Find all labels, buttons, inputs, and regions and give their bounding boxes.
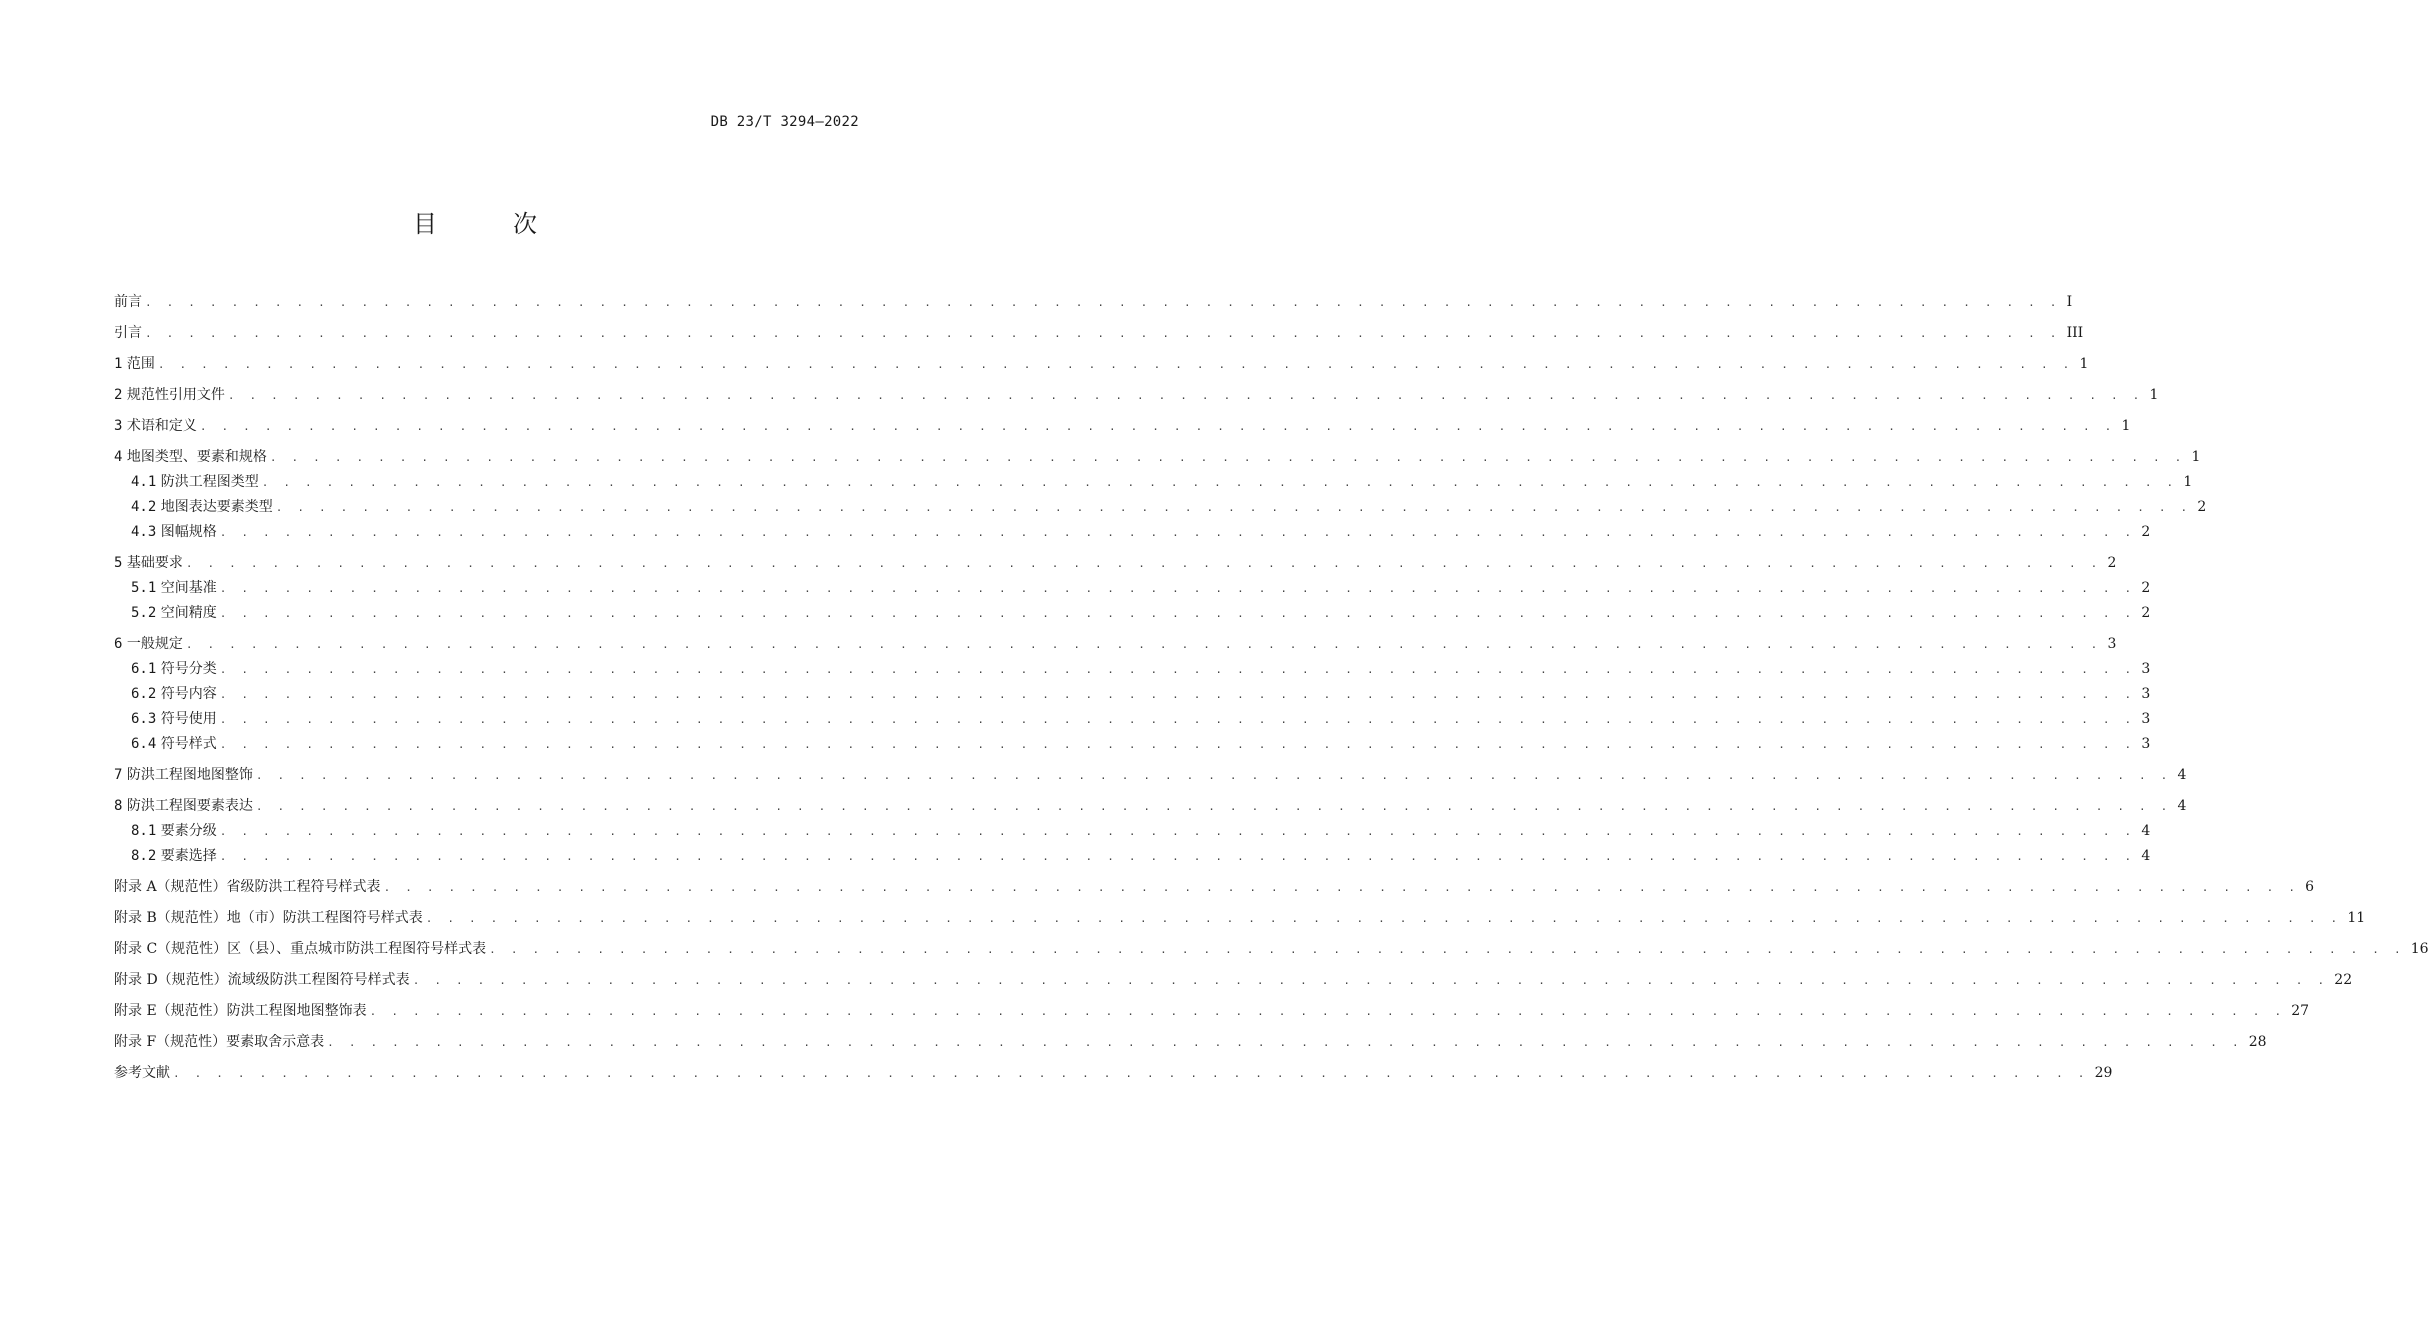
toc-entry[interactable] (114, 1030, 2267, 1055)
toc-entry-text: 空间精度 (160, 605, 217, 621)
toc-entry-text: 要素选择 (160, 848, 217, 864)
toc-entry-page: 16 (2410, 941, 2429, 957)
toc-entry[interactable] (114, 937, 2429, 962)
toc-entry-number: 3 (114, 418, 123, 434)
toc-entry[interactable] (114, 414, 2131, 439)
toc-entry-number: 6.1 (131, 661, 157, 677)
toc-leader-dots: . . . . . . . . . . . . . . . . . . . . . . . . . . . . . . . . . . . . . . . . . . . . . . . . . . . . . . . . . . . . . . . . . . . . . . . . . . . . . . . . . . . . . . . . . (219, 582, 2136, 595)
toc-entry-page: 3 (2141, 711, 2151, 727)
toc-entry-text: 符号内容 (160, 686, 217, 702)
toc-entry-label (131, 707, 220, 732)
toc-entry[interactable] (114, 707, 2151, 732)
toc-entry-page: 2 (2141, 524, 2151, 540)
toc-leader-dots: . . . . . . . . . . . . . . . . . . . . . . . . . . . . . . . . . . . . . . . . . . . . . . . . . . . . . . . . . . . . . . . . . . . . . . . . . . . . . . . . . . . . . . . . . (219, 713, 2136, 726)
table-of-contents (114, 290, 2429, 1086)
toc-entry[interactable] (114, 875, 2315, 900)
toc-entry-label (114, 352, 158, 377)
toc-entry-label (114, 551, 186, 576)
toc-entry[interactable] (114, 551, 2117, 576)
toc-entry-page: 1 (2183, 474, 2193, 490)
toc-entry-number: 4.1 (131, 474, 157, 490)
toc-entry-text: 地图表达要素类型 (160, 499, 273, 515)
toc-entry-page: 22 (2334, 972, 2353, 988)
toc-entry-label (131, 495, 276, 520)
toc-entry-label (131, 657, 220, 682)
toc-entry-text: 引言 (114, 325, 142, 341)
toc-entry-text: 符号分类 (160, 661, 217, 677)
toc-entry-text: 范围 (126, 356, 155, 372)
toc-entry-page: 3 (2141, 661, 2151, 677)
toc-entry-number: 2 (114, 387, 123, 403)
toc-entry-label (114, 1061, 173, 1086)
toc-entry-label (114, 937, 489, 962)
toc-leader-dots: . . . . . . . . . . . . . . . . . . . . . . . . . . . . . . . . . . . . . . . . . . . . . . . . . . . . . . . . . . . . . . . . . . . . . . . . . . . . . . . . . . . . . . . . . (255, 769, 2172, 782)
toc-entry-label (114, 875, 384, 900)
toc-entry[interactable] (114, 383, 2159, 408)
toc-leader-dots: . . . . . . . . . . . . . . . . . . . . . . . . . . . . . . . . . . . . . . . . . . . . . . . . . . . . . . . . . . . . . . . . . . . . . . . . . . . . . . . . . . . . . . . . . (145, 327, 2061, 340)
toc-entry[interactable] (114, 445, 2201, 470)
toc-entry-page: 1 (2079, 356, 2089, 372)
toc-entry[interactable] (114, 470, 2193, 495)
toc-entry-text: 防洪工程图地图整饰 (126, 767, 253, 783)
toc-entry-label (114, 763, 256, 788)
toc-leader-dots: . . . . . . . . . . . . . . . . . . . . . . . . . . . . . . . . . . . . . . . . . . . . . . . . . . . . . . . . . . . . . . . . . . . . . . . . . . . . . . . . . . . . . . . . . (219, 850, 2136, 863)
toc-leader-dots: . . . . . . . . . . . . . . . . . . . . . . . . . . . . . . . . . . . . . . . . . . . . . . . . . . . . . . . . . . . . . . . . . . . . . . . . . . . . . . . . . . . . . . . . . (383, 881, 2300, 894)
toc-entry-text: 规范性引用文件 (126, 387, 225, 403)
toc-entry-page: 2 (2197, 499, 2207, 515)
toc-leader-dots: . . . . . . . . . . . . . . . . . . . . . . . . . . . . . . . . . . . . . . . . . . . . . . . . . . . . . . . . . . . . . . . . . . . . . . . . . . . . . . . . . . . . . . . . . (199, 420, 2116, 433)
toc-entry-label (131, 844, 220, 869)
toc-entry-label (114, 383, 228, 408)
toc-leader-dots: . . . . . . . . . . . . . . . . . . . . . . . . . . . . . . . . . . . . . . . . . . . . . . . . . . . . . . . . . . . . . . . . . . . . . . . . . . . . . . . . . . . . . . . . . (489, 943, 2405, 956)
toc-entry-number: 1 (114, 356, 123, 372)
toc-entry-label (131, 576, 220, 601)
toc-entry-text: 前言 (114, 294, 142, 310)
toc-leader-dots: . . . . . . . . . . . . . . . . . . . . . . . . . . . . . . . . . . . . . . . . . . . . . . . . . . . . . . . . . . . . . . . . . . . . . . . . . . . . . . . . . . . . . . . . . (269, 451, 2186, 464)
toc-leader-dots: . . . . . . . . . . . . . . . . . . . . . . . . . . . . . . . . . . . . . . . . . . . . . . . . . . . . . . . . . . . . . . . . . . . . . . . . . . . . . . . . . . . . . . . . . (185, 638, 2102, 651)
toc-entry-label (114, 1030, 327, 1055)
toc-leader-dots: . . . . . . . . . . . . . . . . . . . . . . . . . . . . . . . . . . . . . . . . . . . . . . . . . . . . . . . . . . . . . . . . . . . . . . . . . . . . . . . . . . . . . . . . . (219, 526, 2136, 539)
document-code: DB 23/T 3294—2022 (710, 114, 859, 130)
toc-entry[interactable] (114, 601, 2151, 626)
toc-entry-text: 附录 D（规范性）流域级防洪工程图符号样式表 (114, 972, 410, 988)
toc-leader-dots: . . . . . . . . . . . . . . . . . . . . . . . . . . . . . . . . . . . . . . . . . . . . . . . . . . . . . . . . . . . . . . . . . . . . . . . . . . . . . . . . . . . . . . . . . (261, 476, 2178, 489)
toc-entry-page: 29 (2094, 1065, 2113, 1081)
toc-entry[interactable] (114, 321, 2084, 346)
toc-entry-text: 附录 B（规范性）地（市）防洪工程图符号样式表 (114, 910, 423, 926)
toc-entry-text: 术语和定义 (126, 418, 197, 434)
toc-entry-label (131, 682, 220, 707)
toc-entry-text: 附录 F（规范性）要素取舍示意表 (114, 1034, 325, 1050)
toc-entry-number: 5.2 (131, 605, 157, 621)
toc-entry-page: 1 (2149, 387, 2159, 403)
toc-entry-page: 2 (2141, 580, 2151, 596)
toc-entry-label (114, 321, 145, 346)
toc-entry-number: 8 (114, 798, 123, 814)
toc-entry-number: 8.1 (131, 823, 157, 839)
toc-entry[interactable] (114, 520, 2151, 545)
toc-entry-number: 5.1 (131, 580, 157, 596)
toc-entry-page: I (2066, 294, 2073, 310)
toc-entry-text: 一般规定 (126, 636, 183, 652)
toc-entry-label (131, 601, 220, 626)
toc-entry[interactable] (114, 682, 2151, 707)
toc-leader-dots: . . . . . . . . . . . . . . . . . . . . . . . . . . . . . . . . . . . . . . . . . . . . . . . . . . . . . . . . . . . . . . . . . . . . . . . . . . . . . . . . . . . . . . . . . (157, 358, 2074, 371)
toc-entry[interactable] (114, 968, 2353, 993)
toc-entry[interactable] (114, 290, 2073, 315)
toc-leader-dots: . . . . . . . . . . . . . . . . . . . . . . . . . . . . . . . . . . . . . . . . . . . . . . . . . . . . . . . . . . . . . . . . . . . . . . . . . . . . . . . . . . . . . . . . . (327, 1036, 2243, 1049)
toc-entry-page: 27 (2291, 1003, 2310, 1019)
toc-entry-page: 4 (2177, 798, 2187, 814)
toc-leader-dots: . . . . . . . . . . . . . . . . . . . . . . . . . . . . . . . . . . . . . . . . . . . . . . . . . . . . . . . . . . . . . . . . . . . . . . . . . . . . . . . . . . . . . . . . . (275, 501, 2192, 514)
toc-entry-text: 空间基准 (160, 580, 217, 596)
toc-entry-page: 1 (2121, 418, 2131, 434)
toc-entry-text: 附录 C（规范性）区（县）、重点城市防洪工程图符号样式表 (114, 941, 487, 957)
toc-entry-page: 2 (2141, 605, 2151, 621)
toc-entry-text: 图幅规格 (160, 524, 217, 540)
toc-entry-label (114, 414, 200, 439)
toc-entry[interactable] (114, 763, 2187, 788)
toc-entry-text: 防洪工程图要素表达 (126, 798, 253, 814)
toc-leader-dots: . . . . . . . . . . . . . . . . . . . . . . . . . . . . . . . . . . . . . . . . . . . . . . . . . . . . . . . . . . . . . . . . . . . . . . . . . . . . . . . . . . . . . . . . . (173, 1067, 2089, 1080)
toc-entry-page: 2 (2107, 555, 2117, 571)
toc-entry-text: 附录 A（规范性）省级防洪工程符号样式表 (114, 879, 381, 895)
toc-leader-dots: . . . . . . . . . . . . . . . . . . . . . . . . . . . . . . . . . . . . . . . . . . . . . . . . . . . . . . . . . . . . . . . . . . . . . . . . . . . . . . . . . . . . . . . . . (412, 974, 2329, 987)
toc-entry-label (114, 968, 413, 993)
toc-entry-number: 6 (114, 636, 123, 652)
toc-entry-page: 4 (2141, 823, 2151, 839)
toc-leader-dots: . . . . . . . . . . . . . . . . . . . . . . . . . . . . . . . . . . . . . . . . . . . . . . . . . . . . . . . . . . . . . . . . . . . . . . . . . . . . . . . . . . . . . . . . . (219, 663, 2136, 676)
toc-entry-number: 4.2 (131, 499, 157, 515)
toc-entry-label (114, 794, 256, 819)
toc-entry[interactable] (114, 999, 2310, 1024)
toc-entry-page: 28 (2248, 1034, 2267, 1050)
page-title: 目 次 (413, 210, 563, 238)
toc-entry-label (114, 999, 370, 1024)
toc-leader-dots: . . . . . . . . . . . . . . . . . . . . . . . . . . . . . . . . . . . . . . . . . . . . . . . . . . . . . . . . . . . . . . . . . . . . . . . . . . . . . . . . . . . . . . . . . (145, 296, 2061, 309)
toc-leader-dots: . . . . . . . . . . . . . . . . . . . . . . . . . . . . . . . . . . . . . . . . . . . . . . . . . . . . . . . . . . . . . . . . . . . . . . . . . . . . . . . . . . . . . . . . . (227, 389, 2144, 402)
toc-entry-text: 参考文献 (114, 1065, 170, 1081)
toc-entry-page: 3 (2141, 736, 2151, 752)
toc-entry[interactable] (114, 576, 2151, 601)
toc-entry[interactable] (114, 844, 2151, 869)
toc-entry-text: 符号使用 (160, 711, 217, 727)
toc-entry-number: 4.3 (131, 524, 157, 540)
toc-entry-text: 符号样式 (160, 736, 217, 752)
toc-entry-number: 8.2 (131, 848, 157, 864)
toc-leader-dots: . . . . . . . . . . . . . . . . . . . . . . . . . . . . . . . . . . . . . . . . . . . . . . . . . . . . . . . . . . . . . . . . . . . . . . . . . . . . . . . . . . . . . . . . . (219, 738, 2136, 751)
toc-entry[interactable] (114, 352, 2089, 377)
toc-entry-label (131, 732, 220, 757)
toc-entry-label (131, 819, 220, 844)
toc-entry[interactable] (114, 657, 2151, 682)
toc-leader-dots: . . . . . . . . . . . . . . . . . . . . . . . . . . . . . . . . . . . . . . . . . . . . . . . . . . . . . . . . . . . . . . . . . . . . . . . . . . . . . . . . . . . . . . . . . (219, 607, 2136, 620)
toc-entry-page: 6 (2305, 879, 2315, 895)
toc-entry-text: 附录 E（规范性）防洪工程图地图整饰表 (114, 1003, 367, 1019)
toc-entry-page: 11 (2347, 910, 2366, 926)
toc-entry-number: 4 (114, 449, 123, 465)
toc-entry-number: 7 (114, 767, 123, 783)
toc-entry-number: 6.4 (131, 736, 157, 752)
toc-entry-number: 5 (114, 555, 123, 571)
toc-entry[interactable] (114, 819, 2151, 844)
toc-entry-number: 6.3 (131, 711, 157, 727)
toc-leader-dots: . . . . . . . . . . . . . . . . . . . . . . . . . . . . . . . . . . . . . . . . . . . . . . . . . . . . . . . . . . . . . . . . . . . . . . . . . . . . . . . . . . . . . . . . . (369, 1005, 2286, 1018)
toc-entry[interactable] (114, 732, 2151, 757)
toc-entry-page: 4 (2141, 848, 2151, 864)
toc-entry-label (114, 906, 426, 931)
toc-entry-page: III (2066, 325, 2084, 341)
toc-leader-dots: . . . . . . . . . . . . . . . . . . . . . . . . . . . . . . . . . . . . . . . . . . . . . . . . . . . . . . . . . . . . . . . . . . . . . . . . . . . . . . . . . . . . . . . . . (219, 688, 2136, 701)
toc-leader-dots: . . . . . . . . . . . . . . . . . . . . . . . . . . . . . . . . . . . . . . . . . . . . . . . . . . . . . . . . . . . . . . . . . . . . . . . . . . . . . . . . . . . . . . . . . (255, 800, 2172, 813)
toc-entry-label (131, 520, 220, 545)
toc-entry-page: 4 (2177, 767, 2187, 783)
toc-entry[interactable] (114, 906, 2366, 931)
toc-entry-number: 6.2 (131, 686, 157, 702)
toc-entry-text: 要素分级 (160, 823, 217, 839)
toc-entry[interactable] (114, 1061, 2113, 1086)
toc-leader-dots: . . . . . . . . . . . . . . . . . . . . . . . . . . . . . . . . . . . . . . . . . . . . . . . . . . . . . . . . . . . . . . . . . . . . . . . . . . . . . . . . . . . . . . . . . (185, 557, 2102, 570)
toc-entry-page: 1 (2191, 449, 2201, 465)
toc-entry-label (114, 632, 186, 657)
toc-entry-text: 防洪工程图类型 (160, 474, 259, 490)
toc-leader-dots: . . . . . . . . . . . . . . . . . . . . . . . . . . . . . . . . . . . . . . . . . . . . . . . . . . . . . . . . . . . . . . . . . . . . . . . . . . . . . . . . . . . . . . . . . (219, 825, 2136, 838)
toc-entry[interactable] (114, 632, 2117, 657)
toc-entry-label (114, 290, 145, 315)
toc-entry[interactable] (114, 495, 2207, 520)
toc-entry-text: 地图类型、要素和规格 (126, 449, 267, 465)
toc-entry[interactable] (114, 794, 2187, 819)
toc-entry-text: 基础要求 (126, 555, 183, 571)
toc-leader-dots: . . . . . . . . . . . . . . . . . . . . . . . . . . . . . . . . . . . . . . . . . . . . . . . . . . . . . . . . . . . . . . . . . . . . . . . . . . . . . . . . . . . . . . . . . (425, 912, 2342, 925)
toc-entry-label (131, 470, 262, 495)
toc-entry-label (114, 445, 270, 470)
toc-entry-page: 3 (2141, 686, 2151, 702)
toc-entry-page: 3 (2107, 636, 2117, 652)
